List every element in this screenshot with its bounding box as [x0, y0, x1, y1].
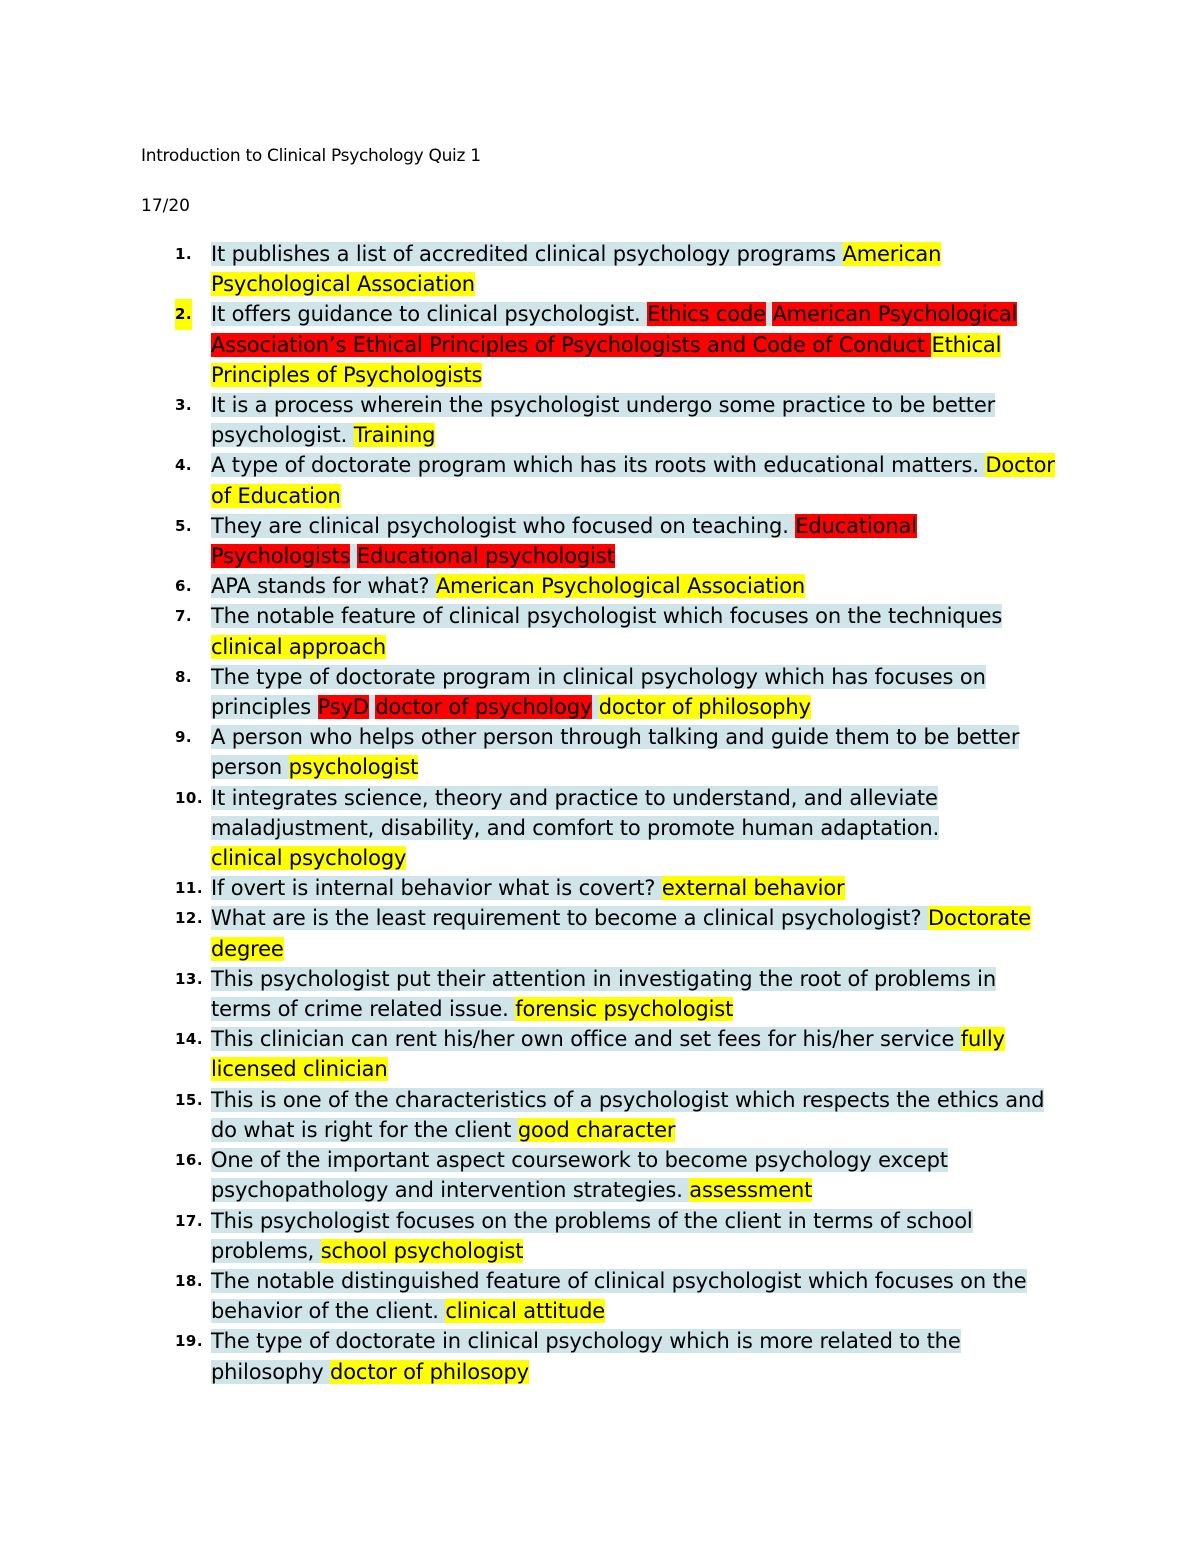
question-number: 16.	[175, 1151, 204, 1170]
question-number: 2.	[175, 299, 192, 329]
question-text: This psychologist put their attention in investigating the root of problems in terms of crime related issue.	[211, 966, 996, 1022]
question-number: 15.	[175, 1090, 204, 1109]
question-item	[0, 964, 1061, 1024]
correct-answer: school psychologist	[320, 1238, 524, 1263]
question-item	[0, 783, 1061, 874]
wrong-answer: American Psychological Association’s Ethical Principles of Psychologists and Code of Conduct	[211, 302, 1018, 357]
correct-answer: doctor of philosopy	[330, 1359, 529, 1384]
question-item	[0, 1206, 1061, 1266]
document-title: Introduction to Clinical Psychology Quiz 1	[141, 146, 481, 166]
correct-answer: Doctorate degree	[211, 906, 1031, 961]
correct-answer: good character	[517, 1117, 676, 1142]
correct-answer: assessment	[689, 1178, 813, 1203]
wrong-answer: Educational Psychologists	[211, 513, 917, 569]
correct-answer: external behavior	[661, 876, 845, 901]
quiz-score: 17/20	[141, 196, 190, 216]
question-text: The notable feature of clinical psychologist which focuses on the techniques	[211, 604, 1003, 629]
question-item	[0, 1266, 1061, 1326]
correct-answer: fully licensed clinician	[211, 1027, 1005, 1082]
wrong-answer: Educational psychologist	[356, 544, 615, 569]
question-number: 1.	[175, 245, 193, 263]
question-number: 11.	[175, 879, 204, 898]
question-text: It offers guidance to clinical psychologist.	[211, 302, 641, 327]
question-text: What are is the least requirement to become a clinical psychologist?	[211, 906, 922, 931]
question-item	[0, 1024, 1061, 1084]
question-item	[0, 903, 1061, 963]
correct-answer: clinical attitude	[445, 1299, 606, 1324]
correct-answer: American Psychological Association	[435, 574, 806, 599]
correct-answer: forensic psychologist	[515, 997, 734, 1022]
question-text: It publishes a list of accredited clinical psychology programs	[211, 242, 836, 266]
question-list	[0, 239, 1200, 1387]
correct-answer: clinical psychology	[211, 846, 407, 871]
correct-answer: clinical approach	[211, 634, 387, 659]
question-number: 5.	[175, 516, 193, 535]
question-number: 9.	[175, 728, 193, 747]
question-text: One of the important aspect coursework to become psychology except psychopathology and intervention strategies.	[211, 1148, 948, 1203]
question-item	[0, 450, 1061, 510]
question-number: 6.	[175, 577, 193, 596]
correct-answer: psychologist	[288, 755, 419, 780]
question-item	[0, 873, 1061, 903]
question-item	[0, 1085, 1061, 1145]
question-item	[0, 571, 1061, 601]
correct-answer: Doctor of Education	[211, 453, 1055, 508]
question-number: 3.	[175, 396, 193, 415]
correct-answer: Training	[353, 423, 436, 448]
question-item	[0, 722, 1061, 782]
question-number: 8.	[175, 667, 193, 686]
wrong-answer: doctor of psychology	[375, 695, 593, 720]
wrong-answer: PsyD	[317, 695, 369, 720]
correct-answer: doctor of philosophy	[598, 695, 811, 720]
question-item	[0, 1326, 1061, 1386]
correct-answer: American Psychological Association	[211, 242, 942, 297]
question-item	[0, 299, 1061, 390]
question-number: 10.	[175, 788, 204, 807]
question-number: 13.	[175, 969, 204, 988]
question-item	[0, 511, 1061, 571]
question-item	[0, 239, 1061, 299]
question-number: 4.	[175, 456, 193, 475]
question-text: It integrates science, theory and practice to understand, and alleviate maladjustment, disability, and comfort to promote human adaptation.	[211, 785, 940, 840]
question-number: 19.	[175, 1332, 204, 1351]
question-text: This is one of the characteristics of a psychologist which respects the ethics and do what is right for the client	[211, 1087, 1045, 1142]
question-item	[0, 1145, 1061, 1205]
question-text: The notable distinguished feature of clinical psychologist which focuses on the behavior of the client.	[211, 1268, 1027, 1324]
question-number: 7.	[175, 607, 193, 626]
question-text: The type of doctorate in clinical psychology which is more related to the philosophy	[211, 1329, 961, 1384]
question-text: It is a process wherein the psychologist undergo some practice to be better psychologist.	[211, 393, 996, 448]
question-text: This clinician can rent his/her own office and set fees for his/her service	[211, 1027, 955, 1052]
question-number: 17.	[175, 1211, 204, 1230]
question-number: 14.	[175, 1030, 204, 1049]
correct-answer: Ethical Principles of Psychologists	[211, 332, 1002, 387]
question-number: 12.	[175, 909, 204, 928]
question-text: A person who helps other person through talking and guide them to be better person	[211, 725, 1020, 780]
question-text: The type of doctorate program in clinical psychology which has focuses on principles	[211, 664, 986, 720]
question-text: If overt is internal behavior what is covert?	[211, 876, 656, 901]
question-number: 18.	[175, 1271, 204, 1290]
question-text: This psychologist focuses on the problems of the client in terms of school problems,	[211, 1208, 973, 1263]
question-item	[0, 601, 1061, 661]
question-text: They are clinical psychologist who focused on teaching.	[211, 513, 789, 538]
wrong-answer: Ethics code	[647, 302, 766, 327]
question-item	[0, 390, 1061, 450]
question-text: A type of doctorate program which has its roots with educational matters.	[211, 453, 979, 478]
question-text: APA stands for what?	[211, 574, 430, 599]
question-item	[0, 662, 1061, 722]
